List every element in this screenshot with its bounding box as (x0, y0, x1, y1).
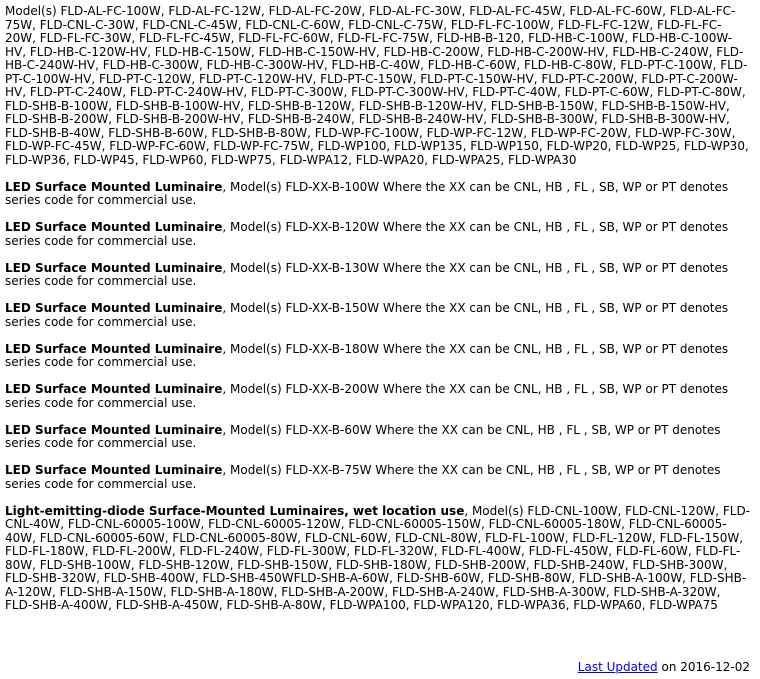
entry-title: LED Surface Mounted Luminaire (5, 422, 223, 437)
entry-text: , Model(s) FLD-XX-B-100W Where the XX can be CNL, HB , FL , SB, WP or PT denotes series code for commercial use. (5, 179, 729, 207)
last-updated-footer (578, 661, 750, 675)
listing-entry (5, 181, 750, 208)
entry-text: Model(s) FLD-AL-FC-100W, FLD-AL-FC-12W, FLD-AL-FC-20W, FLD-AL-FC-30W, FLD-AL-FC-45W, FLD-AL-FC-60W, FLD-AL-FC-75W, FLD-CNL-C-30W, FLD-CNL-C-45W, FLD-CNL-C-60W, FLD-CNL-C-75W, FLD-FL-FC-100W, FLD-FL-FC-12W, FLD-FL-FC-20W, FLD-FL-FC-30W, FLD-FL-FC-45W, FLD-FL-FC-60W, FLD-FL-FC-75W, FLD-HB-B-120, FLD-HB-C-100W, FLD-HB-C-100W-HV, FLD-HB-C-120W-HV, FLD-HB-C-150W, FLD-HB-C-150W-HV, FLD-HB-C-200W, FLD-HB-C-200W-HV, FLD-HB-C-240W, FLD-HB-C-240W-HV, FLD-HB-C-300W, FLD-HB-C-300W-HV, FLD-HB-C-40W, FLD-HB-C-60W, FLD-HB-C-80W, FLD-PT-C-100W, FLD-PT-C-100W-HV, FLD-PT-C-120W, FLD-PT-C-120W-HV, FLD-PT-C-150W, FLD-PT-C-150W-HV, FLD-PT-C-200W, FLD-PT-C-200W-HV, FLD-PT-C-240W, FLD-PT-C-240W-HV, FLD-PT-C-300W, FLD-PT-C-300W-HV, FLD-PT-C-40W, FLD-PT-C-60W, FLD-PT-C-80W, FLD-SHB-B-100W, FLD-SHB-B-100W-HV, FLD-SHB-B-120W, FLD-SHB-B-120W-HV, FLD-SHB-B-150W, FLD-SHB-B-150W-HV, FLD-SHB-B-200W, FLD-SHB-B-200W-HV, FLD-SHB-B-240W, FLD-SHB-B-240W-HV, FLD-SHB-B-300W, FLD-SHB-B-300W-HV, FLD-SHB-B-40W, FLD-SHB-B-60W, FLD-SHB-B-80W, FLD-WP-FC-100W, FLD-WP-FC-12W, FLD-WP-FC-20W, FLD-WP-FC-30W, FLD-WP-FC-45W, FLD-WP-FC-60W, FLD-WP-FC-75W, FLD-WP100, FLD-WP135, FLD-WP150, FLD-WP20, FLD-WP25, FLD-WP30, FLD-WP36, FLD-WP45, FLD-WP60, FLD-WP75, FLD-WPA12, FLD-WPA20, FLD-WPA25, FLD-WPA30 (5, 4, 749, 167)
entry-text: , Model(s) FLD-XX-B-180W Where the XX can be CNL, HB , FL , SB, WP or PT denotes series code for commercial use. (5, 341, 729, 369)
entry-title: LED Surface Mounted Luminaire (5, 260, 223, 275)
entry-text: , Model(s) FLD-XX-B-130W Where the XX can be CNL, HB , FL , SB, WP or PT denotes series code for commercial use. (5, 260, 729, 288)
entry-text: , Model(s) FLD-XX-B-120W Where the XX can be CNL, HB , FL , SB, WP or PT denotes series code for commercial use. (5, 220, 729, 248)
listing-entry (5, 343, 750, 370)
entry-title: LED Surface Mounted Luminaire (5, 220, 223, 234)
entry-title: LED Surface Mounted Luminaire (5, 382, 223, 396)
entry-title: LED Surface Mounted Luminaire (5, 301, 223, 315)
listing-entry (5, 5, 750, 167)
listing-entry (5, 464, 750, 491)
listing-entry (5, 424, 750, 451)
last-updated-link[interactable]: Last Updated (577, 660, 658, 674)
entry-text: , Model(s) FLD-XX-B-60W Where the XX can be CNL, HB , FL , SB, WP or PT denotes series code for commercial use. (5, 422, 721, 450)
listing-content (5, 5, 750, 626)
entry-text: , Model(s) FLD-XX-B-200W Where the XX can be CNL, HB , FL , SB, WP or PT denotes series code for commercial use. (5, 382, 729, 410)
listing-entry (5, 262, 750, 289)
entry-text: , Model(s) FLD-XX-B-150W Where the XX can be CNL, HB , FL , SB, WP or PT denotes series code for commercial use. (5, 301, 729, 329)
entry-title: LED Surface Mounted Luminaire (5, 179, 223, 194)
entry-title: LED Surface Mounted Luminaire (5, 341, 223, 356)
listing-entry (5, 383, 750, 410)
entry-title: LED Surface Mounted Luminaire (5, 463, 223, 477)
last-updated-date: on 2016-12-02 (657, 660, 750, 674)
entry-text: , Model(s) FLD-CNL-100W, FLD-CNL-120W, FLD-CNL-40W, FLD-CNL-60005-100W, FLD-CNL-60005-120W, FLD-CNL-60005-150W, FLD-CNL-60005-180W, FLD-CNL-60005-40W, FLD-CNL-60005-60W, FLD-CNL-60005-80W, FLD-CNL-60W, FLD-CNL-80W, FLD-FL-100W, FLD-FL-120W, FLD-FL-150W, FLD-FL-180W, FLD-FL-200W, FLD-FL-240W, FLD-FL-300W, FLD-FL-320W, FLD-FL-400W, FLD-FL-450W, FLD-FL-60W, FLD-FL-80W, FLD-SHB-100W, FLD-SHB-120W, FLD-SHB-150W, FLD-SHB-180W, FLD-SHB-200W, FLD-SHB-240W, FLD-SHB-300W, FLD-SHB-320W, FLD-SHB-400W, FLD-SHB-450WFLD-SHB-A-60W, FLD-SHB-60W, FLD-SHB-80W, FLD-SHB-A-100W, FLD-SHB-A-120W, FLD-SHB-A-150W, FLD-SHB-A-180W, FLD-SHB-A-200W, FLD-SHB-A-240W, FLD-SHB-A-300W, FLD-SHB-A-320W, FLD-SHB-A-400W, FLD-SHB-A-450W, FLD-SHB-A-80W, FLD-WPA100, FLD-WPA120, FLD-WPA36, FLD-WPA60, FLD-WPA75 (5, 503, 751, 612)
entry-title: Light-emitting-diode Surface-Mounted Luminaires, wet location use (5, 503, 465, 518)
listing-entry (5, 221, 750, 248)
listing-entry (5, 302, 750, 329)
entry-text: , Model(s) FLD-XX-B-75W Where the XX can be CNL, HB , FL , SB, WP or PT denotes series code for commercial use. (5, 463, 721, 491)
listing-entry (5, 505, 750, 613)
